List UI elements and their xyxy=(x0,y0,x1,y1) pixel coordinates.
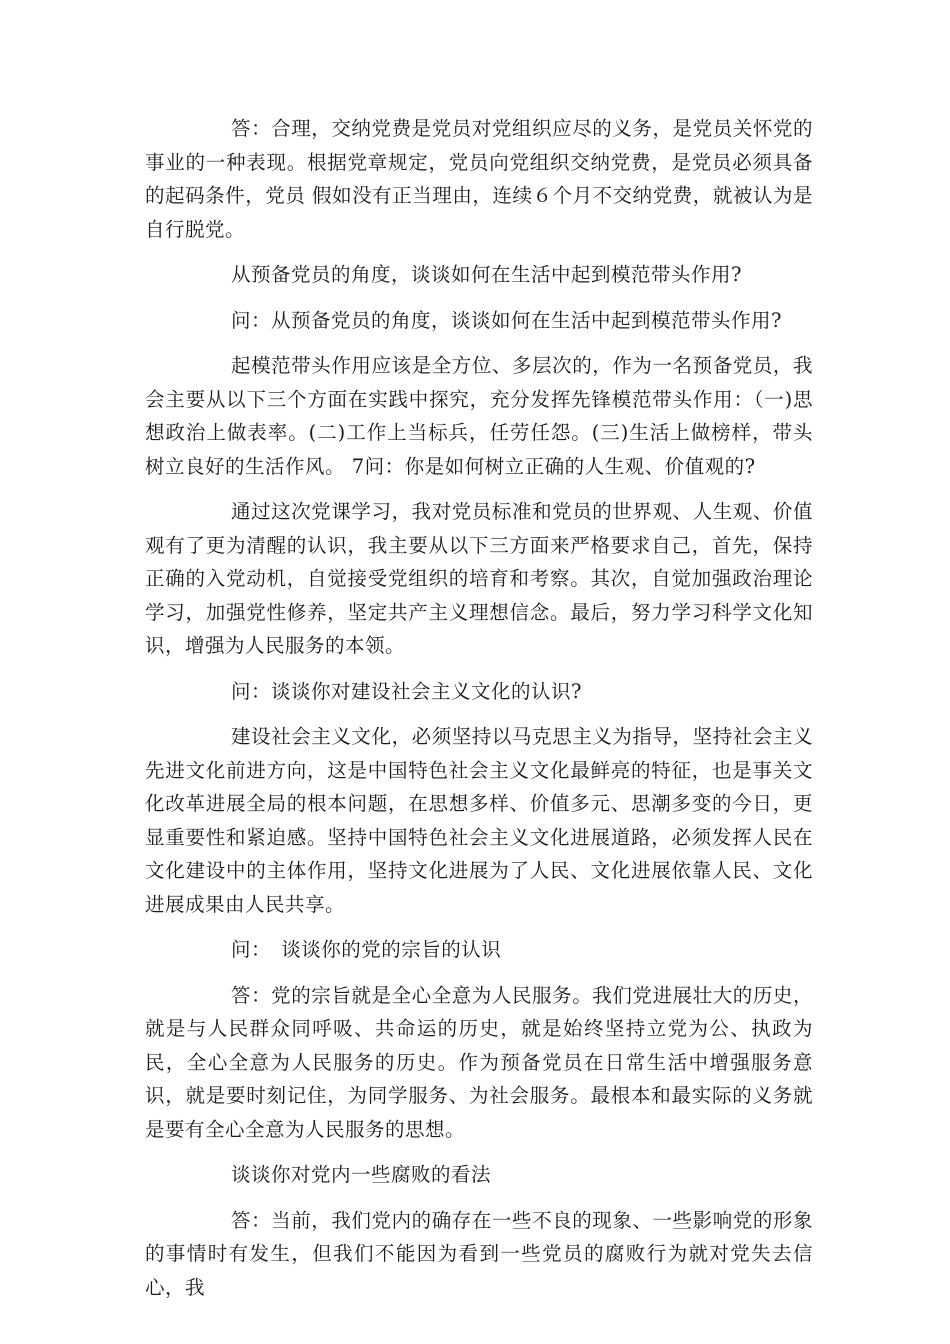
paragraph-answer-model-role: 起模范带头作用应该是全方位、多层次的，作为一名预备党员，我会主要从以下三个方面在实践中探究，充分发挥先锋模范带头作用：（一)思想政治上做表率。(二)工作上当标兵，任劳任怨。(三)生活上做榜样，带头树立良好的生活作风。 7问：你是如何树立正确的人生观、价值观的? xyxy=(145,354,813,478)
paragraph-answer-socialist-culture: 建设社会主义文化，必须坚持以马克思主义为指导，坚持社会主义先进文化前进方向，这是中国特色社会主义文化最鲜亮的特征，也是事关文化改革进展全局的根本问题，在思想多样、价值多元、思潮多变的今日，更显重要性和紧迫感。坚持中国特色社会主义文化进展道路，必须发挥人民在文化建设中的主体作用，坚持文化进展为了人民、文化进展依靠人民、文化进展成果由人民共享。 xyxy=(145,725,813,916)
paragraph-question-party-purpose: 问： 谈谈你的党的宗旨的认识 xyxy=(231,938,502,961)
paragraph-answer-party-dues: 答：合理，交纳党费是党员对党组织应尽的义务，是党员关怀党的事业的一种表现。根据党章规定，党员向党组织交纳党费，是党员必须具备的起码条件，党员 假如没有正当理由，连续６个月不交纳党费，就被认为是自行脱党。 xyxy=(145,117,813,241)
paragraph-question-model-role: 问：从预备党员的角度，谈谈如何在生活中起到模范带头作用? xyxy=(231,308,782,332)
paragraph-heading-corruption: 谈谈你对党内一些腐败的看法 xyxy=(231,1163,492,1186)
paragraph-answer-party-purpose: 答：党的宗旨就是全心全意为人民服务。我们党进展壮大的历史，就是与人民群众同呼吸、共命运的历史，就是始终坚持立党为公、执政为民，全心全意为人民服务的历史。作为预备党员在日常生活中增强服务意识，就是要时刻记住，为同学服务、为社会服务。最根本和最实际的义务就是要有全心全意为人民服务的思想。 xyxy=(145,983,813,1141)
document-body xyxy=(145,112,813,1316)
paragraph-question-socialist-culture: 问：谈谈你对建设社会主义文化的认识? xyxy=(231,679,582,703)
paragraph-heading-model-role: 从预备党员的角度，谈谈如何在生活中起到模范带头作用? xyxy=(231,263,742,286)
paragraph-answer-corruption: 答：当前，我们党内的确存在一些不良的现象、一些影响党的形象的事情时有发生，但我们不能因为看到一些党员的腐败行为就对党失去信心，我 xyxy=(145,1208,813,1299)
paragraph-answer-worldview: 通过这次党课学习，我对党员标准和党员的世界观、人生观、价值观有了更为清醒的认识，我主要从以下三方面来严格要求自己，首先，保持正确的入党动机，自觉接受党组织的培育和考察。其次，自觉加强政治理论学习，加强党性修养，坚定共产主义理想信念。最后，努力学习科学文化知识，增强为人民服务的本领。 xyxy=(145,500,813,657)
